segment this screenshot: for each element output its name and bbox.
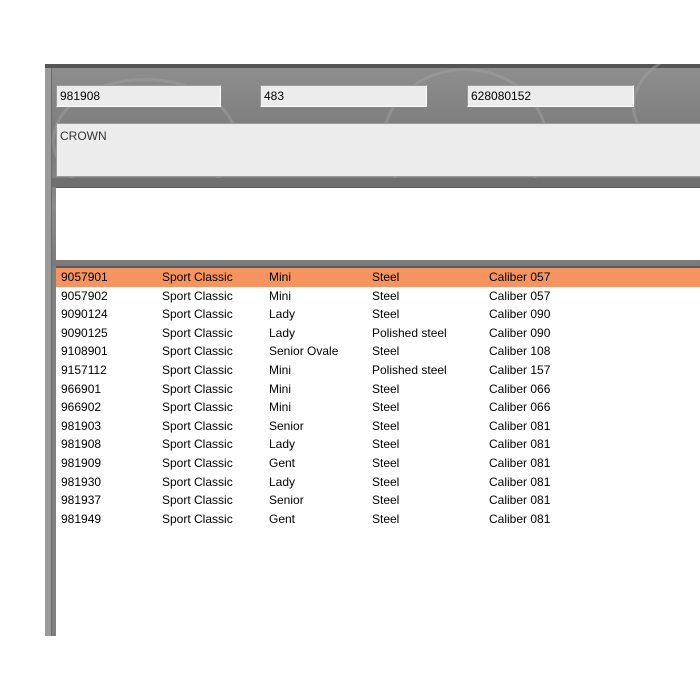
list-item[interactable] bbox=[56, 361, 700, 380]
caliber-cell: Caliber 081 bbox=[489, 418, 551, 433]
caliber-cell: Caliber 057 bbox=[489, 288, 551, 303]
model-cell: Sport Classic bbox=[162, 400, 233, 415]
window-left-border bbox=[45, 68, 52, 636]
list-item[interactable] bbox=[56, 435, 700, 454]
caliber-cell: Caliber 066 bbox=[489, 381, 551, 396]
results-list[interactable] bbox=[56, 266, 700, 636]
reference-cell: 9108901 bbox=[61, 344, 108, 359]
model-cell: Sport Classic bbox=[162, 455, 233, 470]
material-cell: Polished steel bbox=[372, 362, 447, 377]
reference-cell: 9057902 bbox=[61, 288, 108, 303]
list-item[interactable] bbox=[56, 287, 700, 306]
list-item[interactable] bbox=[56, 398, 700, 417]
model-cell: Sport Classic bbox=[162, 362, 233, 377]
model-cell: Sport Classic bbox=[162, 381, 233, 396]
material-cell: Steel bbox=[372, 400, 400, 415]
material-cell: Steel bbox=[372, 307, 400, 322]
reference-cell: 981909 bbox=[61, 455, 102, 470]
caliber-cell: Caliber 108 bbox=[489, 344, 551, 359]
model-cell: Sport Classic bbox=[162, 325, 233, 340]
size-cell: Lady bbox=[269, 474, 296, 489]
caliber-cell: Caliber 157 bbox=[489, 362, 551, 377]
list-item[interactable] bbox=[56, 510, 700, 529]
reference-cell: 966902 bbox=[61, 400, 102, 415]
size-cell: Lady bbox=[269, 325, 296, 340]
model-cell: Sport Classic bbox=[162, 474, 233, 489]
model-cell: Sport Classic bbox=[162, 437, 233, 452]
material-cell: Steel bbox=[372, 455, 400, 470]
model-cell: Sport Classic bbox=[162, 511, 233, 526]
reference-cell: 9157112 bbox=[61, 362, 107, 377]
size-cell: Mini bbox=[269, 270, 292, 284]
caliber-cell: Caliber 057 bbox=[489, 270, 551, 284]
list-item[interactable] bbox=[56, 491, 700, 510]
material-cell: Steel bbox=[372, 418, 400, 433]
caliber-cell: Caliber 066 bbox=[489, 400, 551, 415]
reference-cell: 981908 bbox=[61, 437, 102, 452]
model-cell: Sport Classic bbox=[162, 270, 233, 284]
list-item-selected[interactable] bbox=[56, 268, 700, 287]
app-window bbox=[45, 64, 700, 636]
material-cell: Steel bbox=[372, 511, 400, 526]
reference-cell: 9057901 bbox=[61, 270, 108, 284]
memo-field[interactable]: CROWN bbox=[56, 123, 700, 177]
size-cell: Lady bbox=[269, 307, 296, 322]
material-cell: Steel bbox=[372, 344, 400, 359]
list-item[interactable] bbox=[56, 473, 700, 492]
size-cell: Mini bbox=[269, 400, 292, 415]
material-cell: Steel bbox=[372, 437, 400, 452]
reference-cell: 9090124 bbox=[61, 307, 108, 322]
material-cell: Steel bbox=[372, 270, 400, 284]
reference-cell: 981903 bbox=[61, 418, 102, 433]
caliber-cell: Caliber 090 bbox=[489, 307, 551, 322]
list-item[interactable] bbox=[56, 417, 700, 436]
material-cell: Steel bbox=[372, 288, 400, 303]
material-cell: Steel bbox=[372, 474, 400, 489]
size-cell: Lady bbox=[269, 437, 296, 452]
size-cell: Gent bbox=[269, 455, 296, 470]
size-cell: Senior bbox=[269, 493, 304, 508]
reference-cell: 966901 bbox=[61, 381, 102, 396]
size-cell: Senior Ovale bbox=[269, 344, 339, 359]
size-cell: Mini bbox=[269, 381, 292, 396]
separator-strip bbox=[52, 178, 700, 187]
caliber-cell: Caliber 081 bbox=[489, 437, 551, 452]
reference-number-field[interactable]: 981908 bbox=[56, 85, 221, 107]
size-cell: Mini bbox=[269, 362, 292, 377]
list-item[interactable] bbox=[56, 342, 700, 361]
material-cell: Steel bbox=[372, 381, 400, 396]
caliber-cell: Caliber 090 bbox=[489, 325, 551, 340]
material-cell: Steel bbox=[372, 493, 400, 508]
list-item[interactable] bbox=[56, 380, 700, 399]
caliber-cell: Caliber 081 bbox=[489, 493, 551, 508]
reference-cell: 981949 bbox=[61, 511, 102, 526]
list-item[interactable] bbox=[56, 454, 700, 473]
list-item[interactable] bbox=[56, 324, 700, 343]
caliber-cell: Caliber 081 bbox=[489, 511, 551, 526]
size-cell: Gent bbox=[269, 511, 296, 526]
model-cell: Sport Classic bbox=[162, 307, 233, 322]
caliber-cell: Caliber 081 bbox=[489, 455, 551, 470]
code-field[interactable]: 483 bbox=[260, 85, 427, 107]
list-item[interactable] bbox=[56, 305, 700, 324]
reference-cell: 981930 bbox=[61, 474, 102, 489]
model-cell: Sport Classic bbox=[162, 418, 233, 433]
reference-cell: 981937 bbox=[61, 493, 102, 508]
reference-cell: 9090125 bbox=[61, 325, 108, 340]
serial-number-field[interactable]: 628080152 bbox=[467, 85, 634, 107]
model-cell: Sport Classic bbox=[162, 344, 233, 359]
material-cell: Polished steel bbox=[372, 325, 447, 340]
caliber-cell: Caliber 081 bbox=[489, 474, 551, 489]
model-cell: Sport Classic bbox=[162, 288, 233, 303]
model-cell: Sport Classic bbox=[162, 493, 233, 508]
size-cell: Mini bbox=[269, 288, 292, 303]
blank-panel bbox=[56, 187, 700, 260]
size-cell: Senior bbox=[269, 418, 304, 433]
